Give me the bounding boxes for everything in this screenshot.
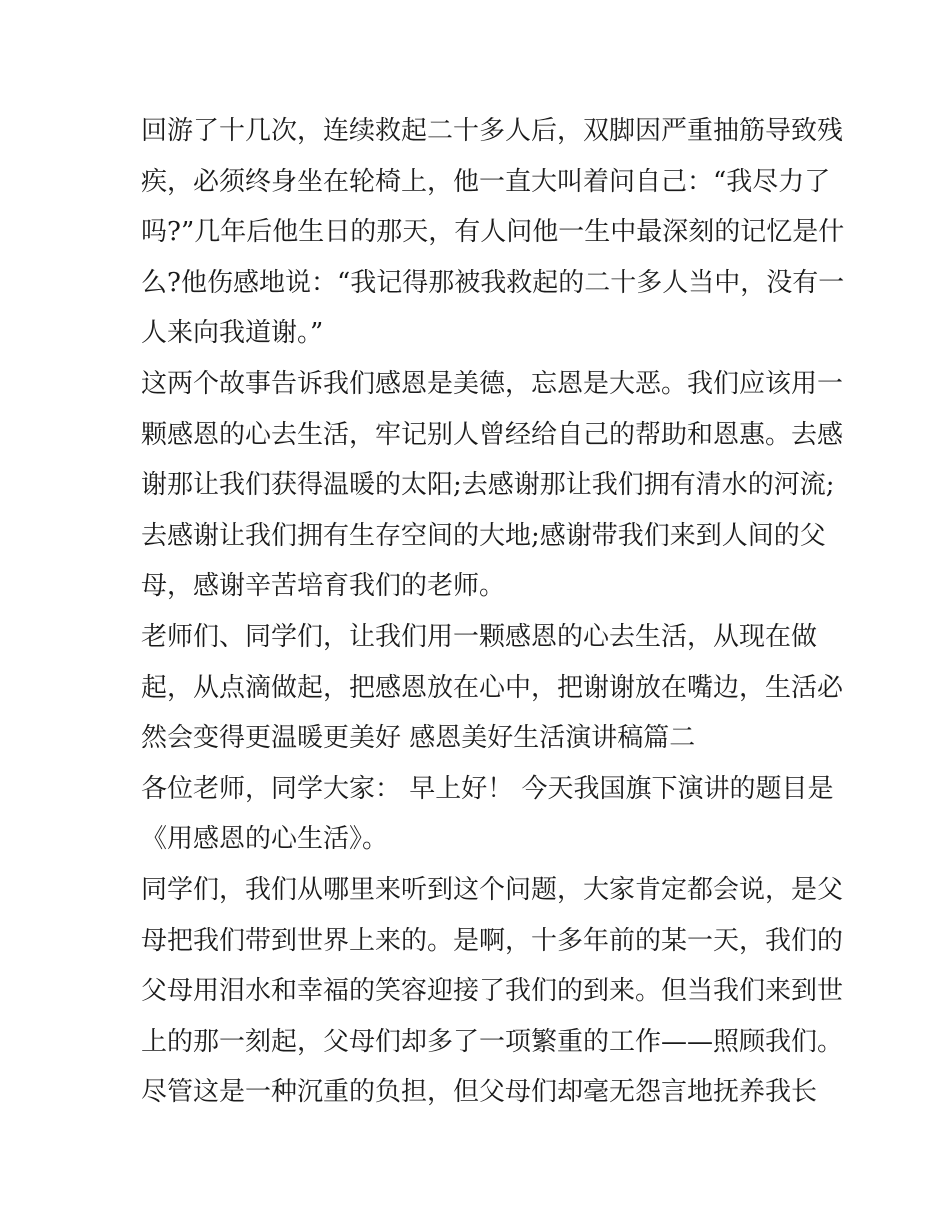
text-line: 然会变得更温暖更美好 感恩美好生活演讲稿篇二	[141, 723, 696, 754]
text-line: 尽管这是一种沉重的负担，但父母们却毫无怨言地抚养我长	[141, 1077, 818, 1108]
text-line: 颗感恩的心去生活，牢记别人曾经给自己的帮助和恩惠。去感	[141, 419, 844, 450]
text-line: 吗?”几年后他生日的那天，有人问他一生中最深刻的记忆是什	[141, 217, 845, 248]
text-line: 母，感谢辛苦培育我们的老师。	[141, 571, 506, 602]
document-body	[141, 106, 845, 1118]
text-line: 疾，必须终身坐在轮椅上，他一直大叫着问自己：“我尽力了	[141, 166, 831, 197]
text-line: 父母用泪水和幸福的笑容迎接了我们的到来。但当我们来到世	[141, 976, 844, 1007]
text-line: 回游了十几次，连续救起二十多人后，双脚因严重抽筋导致残	[141, 116, 844, 146]
text-line: 这两个故事告诉我们感恩是美德，忘恩是大恶。我们应该用一	[141, 368, 844, 399]
text-line: 《用感恩的心生活》。	[141, 824, 389, 855]
text-line: 各位老师，同学大家： 早上好！ 今天我国旗下演讲的题目是	[141, 773, 834, 804]
text-line: 起，从点滴做起，把感恩放在心中，把谢谢放在嘴边，生活必	[141, 672, 844, 703]
text-line: 去感谢让我们拥有生存空间的大地;感谢带我们来到人间的父	[141, 520, 826, 551]
text-line: 人来向我道谢。”	[141, 318, 324, 349]
text-line: 同学们，我们从哪里来听到这个问题，大家肯定都会说，是父	[141, 874, 844, 905]
text-line: 谢那让我们获得温暖的太阳;去感谢那让我们拥有清水的河流;	[141, 470, 835, 501]
text-line: 母把我们带到世界上来的。是啊，十多年前的某一天，我们的	[141, 925, 844, 956]
text-line: 老师们、同学们，让我们用一颗感恩的心去生活，从现在做	[141, 621, 818, 652]
text-line: 上的那一刻起，父母们却多了一项繁重的工作——照顾我们。	[141, 1026, 844, 1057]
text-line: 么?他伤感地说：“我记得那被我救起的二十多人当中，没有一	[141, 267, 845, 298]
